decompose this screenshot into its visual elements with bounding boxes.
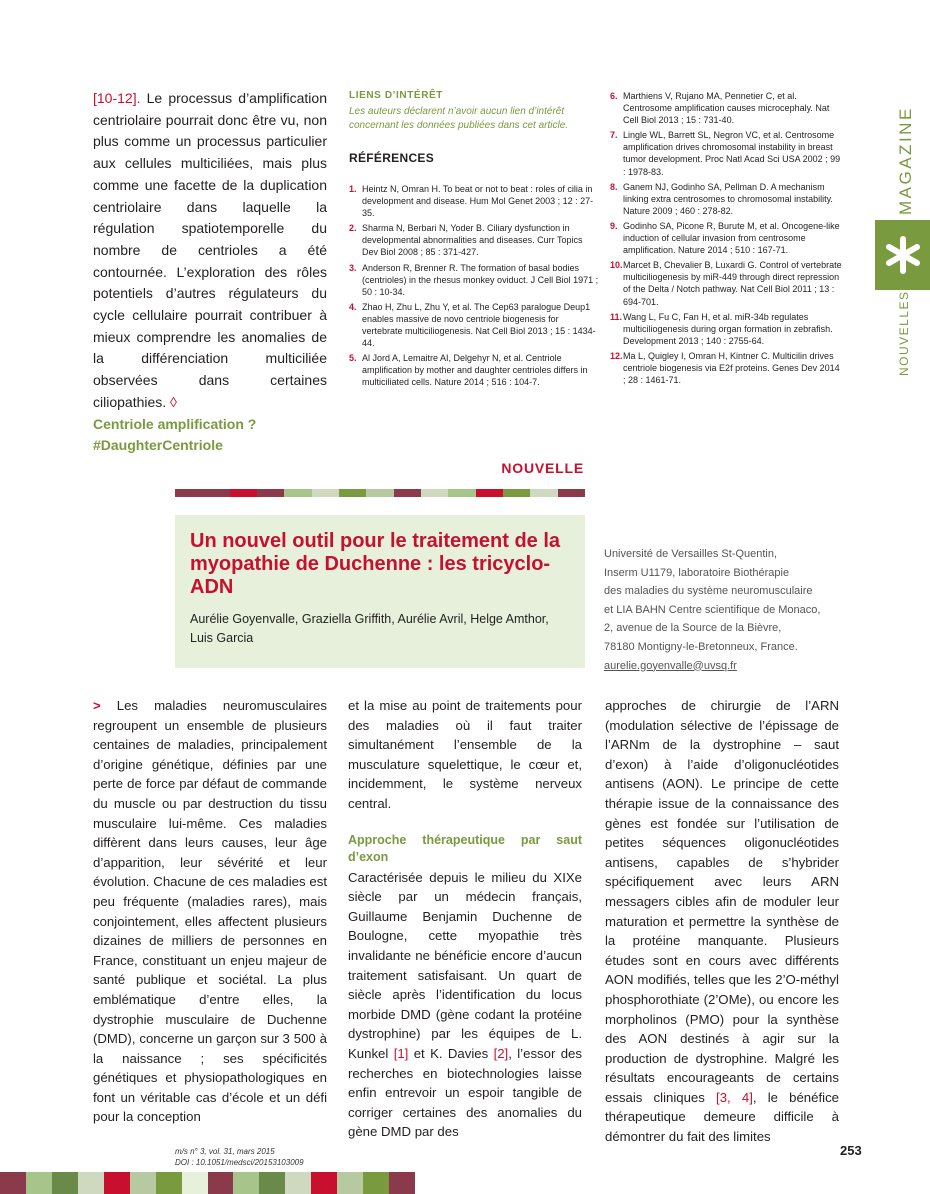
reference-text: Wang L, Fu C, Fan H, et al. miR-34b regulates multiciliogenesis during organ formation in zebrafish. Development 2013 ; 140 : 2755-64. bbox=[623, 311, 833, 346]
stripe-segment bbox=[230, 489, 257, 497]
reference-number: 2. bbox=[349, 223, 357, 234]
stripe-segment bbox=[202, 489, 229, 497]
stripe-segment bbox=[208, 1172, 234, 1194]
reference-text: Anderson R, Brenner R. The formation of basal bodies (centrioles) in the rhesus monkey oviduct. J Cell Biol 1971 ; 50 : 10-34. bbox=[362, 262, 599, 297]
stripe-segment bbox=[182, 1172, 208, 1194]
stripe-segment bbox=[389, 1172, 415, 1194]
stripe-segment bbox=[284, 489, 311, 497]
stripe-segment bbox=[104, 1172, 130, 1194]
reference-text: Godinho SA, Picone R, Burute M, et al. Oncogene-like induction of cellular invasion from centrosome amplification. Nature 2014 ; 510 : 167-71. bbox=[623, 220, 840, 256]
stripe-segment bbox=[285, 1172, 311, 1194]
stripe-segment bbox=[257, 489, 284, 497]
body-text: Les maladies neuromusculaires regroupent un ensemble de plusieurs centaines de maladies, principalement d’origine génétique, définies par une perte de force par défaut de commande du muscle ou par destruction du tissu musculaire lui-même. Ces maladies diffèrent dans leurs causes, leur âge d’apparition, leur sévérité et leur évolution. Chacune de ces maladies est peu fréquente (maladies rares), mais conjointement, elles affectent plusieurs dizaines de milliers de personnes en France, constituant un enjeu majeur de santé publique et sociétal. La plus emblématique d’entre elles, la dystrophie musculaire de Duchenne (DMD), concerne un garçon sur 3 500 à la naissance ; ses spécificités génétiques et physiopathologiques en font un véritable cas d’école et un défi pour la conception bbox=[93, 698, 327, 1125]
affiliation-line: 2, avenue de la Source de la Bièvre, bbox=[604, 622, 782, 635]
decorative-stripe bbox=[175, 489, 585, 497]
affiliation-line: 78180 Montigny-le-Bretonneux, France. bbox=[604, 640, 798, 653]
reference-item bbox=[349, 301, 599, 349]
stripe-segment bbox=[26, 1172, 52, 1194]
reference-number: 6. bbox=[610, 91, 618, 101]
body-text: Caractérisée depuis le milieu du XIXe siècle par un médecin français, Guillaume Benjamin Duchenne de Boulogne, cette myopathie très invalidante ne bénéficie encore d’aucun traitement satisfaisant. Un quart de siècle après l’identification du locus morbide DMD (gène codant la protéine dystrophine) par les équipes de L. Kunkel bbox=[348, 869, 582, 1061]
bottom-decorative-stripe bbox=[0, 1172, 415, 1194]
reference-number: 5. bbox=[349, 353, 357, 364]
body-column-3 bbox=[605, 696, 839, 1147]
body-column-1 bbox=[93, 696, 327, 1127]
reference-text: Marcet B, Chevalier B, Luxardi G. Control of vertebrate multiciliogenesis by miR-449 through direct repression of the Delta / Notch pathway. Nat Cell Biol 2011 ; 13 : 694-701. bbox=[623, 260, 842, 307]
stripe-segment bbox=[366, 489, 393, 497]
stripe-segment bbox=[530, 489, 557, 497]
reference-number: 3. bbox=[349, 262, 357, 273]
stripe-segment bbox=[259, 1172, 285, 1194]
reference-text: Al Jord A, Lemaitre AI, Delgehyr N, et al. Centriole amplification by mother and daughter centrioles differs in multiciliated cells. Nature 2014 ; 516 : 104-7. bbox=[362, 353, 588, 388]
reference-item bbox=[610, 311, 842, 347]
hashtag: #DaughterCentriole bbox=[93, 437, 223, 454]
stripe-segment bbox=[233, 1172, 259, 1194]
doi-link[interactable]: DOI : 10.1051/medsci/20153103009 bbox=[175, 1158, 304, 1167]
intro-paragraph bbox=[93, 88, 327, 457]
reference-text: Marthiens V, Rujano MA, Pennetier C, et al. Centrosome amplification causes microcephaly. Nat Cell Biol 2013 ; 15 : 731-40. bbox=[623, 91, 830, 126]
reference-item bbox=[349, 352, 599, 388]
references-block-right bbox=[610, 90, 842, 389]
reference-number: 10. bbox=[610, 260, 623, 271]
reference-text: Ganem NJ, Godinho SA, Pellman D. A mechanism linking extra centrosomes to chromosomal instability. Nature 2009 ; 460 : 278-82. bbox=[623, 181, 833, 216]
stripe-segment bbox=[476, 489, 503, 497]
section-subheading: Approche thérapeutique par saut d’exon bbox=[348, 832, 582, 864]
reference-text: Lingle WL, Barrett SL, Negron VC, et al. Centrosome amplification drives chromosomal instability in breast tumor development. Proc Natl Acad Sci USA 2002 ; 99 : 1978-83. bbox=[623, 130, 841, 177]
reference-number: 7. bbox=[610, 130, 618, 141]
stripe-segment bbox=[312, 489, 339, 497]
section-badge bbox=[875, 220, 930, 290]
article-authors: Aurélie Goyenvalle, Graziella Griffith, Aurélie Avril, Helge Amthor, Luis Garcia bbox=[190, 612, 549, 645]
reference-number: 1. bbox=[349, 184, 357, 194]
reference-item bbox=[610, 129, 842, 177]
intro-text: Le processus d’amplification centriolaire pourrait donc être vu, non plus comme un processus particulier aux cellules multiciliées, mais plus comme une facette de la duplication centriolaire dans laquelle la régulation spatiotemporelle du nombre de centrioles a été contournée. L’exploration des rôles potentiels d’autres régulateurs du cycle cellulaire pourrait contribuer à mieux comprendre les anomalies de la différenciation multiciliée observées dans certaines ciliopathies. bbox=[93, 90, 327, 410]
stripe-segment bbox=[0, 1172, 26, 1194]
footer-citation bbox=[175, 1146, 304, 1168]
reference-number: 12. bbox=[610, 350, 623, 361]
body-column-2 bbox=[348, 696, 582, 1142]
body-text: et la mise au point de traitements pour des maladies où il faut traiter simultanément l’ensemble de la musculature squelettique, le cœur et, incidemment, le système nerveux central. bbox=[348, 698, 582, 811]
reference-number: 11. bbox=[610, 311, 623, 322]
stripe-segment bbox=[337, 1172, 363, 1194]
stripe-segment bbox=[175, 489, 202, 497]
journal-info: m/s n° 3, vol. 31, mars 2015 bbox=[175, 1147, 275, 1156]
affiliation bbox=[604, 545, 854, 675]
reference-item bbox=[610, 259, 842, 307]
reference-item bbox=[349, 183, 599, 219]
references-block-left bbox=[349, 90, 599, 392]
citation-link[interactable]: [10-12]. bbox=[93, 90, 141, 106]
reference-item bbox=[610, 181, 842, 217]
reference-item bbox=[610, 350, 842, 386]
stripe-segment bbox=[130, 1172, 156, 1194]
reference-number: 8. bbox=[610, 181, 618, 192]
end-mark: ◊ bbox=[170, 393, 177, 410]
keyword-tag: Centriole amplification ? bbox=[93, 415, 257, 432]
stripe-segment bbox=[394, 489, 421, 497]
body-text: approches de chirurgie de l’ARN (modulation sélective de l’épissage de l’ARNm de la dystrophine – saut d’exon) à l’aide d’oligonucléotides antisens (AON). Le principe de cette thérapie issue de la connaissance des gènes est fondée sur l’utilisation de petites séquences oligonucléotides antisens, capables de s’hybrider spécifiquement avec leurs ARN messagers cibles afin de moduler leur maturation et permettre la synthèse de la protéine manquante. Plusieurs études sont en cours avec différents AON modifiés, telles que les 2’O-méthyl phosphorothiate (2’OMe), ou encore les morpholinos (PMO) pour la synthèse des AON destinés à agir sur la production de dystrophine. Malgré les résultats encourageants de certains essais cliniques bbox=[605, 698, 839, 1105]
affiliation-line: Université de Versailles St-Quentin, bbox=[604, 548, 778, 560]
reference-number: 4. bbox=[349, 301, 357, 312]
citation-link[interactable]: [3, 4] bbox=[716, 1089, 753, 1105]
stripe-segment bbox=[421, 489, 448, 497]
nouvelles-label: NOUVELLES bbox=[897, 290, 911, 376]
reference-number: 9. bbox=[610, 220, 618, 231]
page-number: 253 bbox=[840, 1143, 862, 1158]
affiliation-line: Inserm U1179, laboratoire Biothérapie bbox=[604, 566, 790, 579]
email-link[interactable]: aurelie.goyenvalle@uvsq.fr bbox=[604, 659, 737, 672]
reference-item bbox=[610, 90, 842, 126]
stripe-segment bbox=[558, 489, 585, 497]
reference-text: Zhao H, Zhu L, Zhu Y, et al. The Cep63 paralogue Deup1 enables massive de novo centriole biogenesis for vertebrate multiciliogenesis. Nat Cell Biol 2013 ; 15 : 1434-44. bbox=[362, 301, 596, 349]
stripe-segment bbox=[363, 1172, 389, 1194]
article-title: Un nouvel outil pour le traitement de la myopathie de Duchenne : les tricyclo-ADN bbox=[190, 530, 561, 598]
section-label: NOUVELLE bbox=[501, 460, 584, 476]
reference-text: Ma L, Quigley I, Omran H, Kintner C. Multicilin drives centriole biogenesis via E2f proteins. Genes Dev 2014 ; 28 : 1461-71. bbox=[623, 350, 840, 386]
body-text: , le bénéfice thérapeutique demeure difficile à démontrer du fait des limites bbox=[605, 1089, 839, 1145]
stripe-segment bbox=[156, 1172, 182, 1194]
stripe-segment bbox=[448, 489, 475, 497]
asterisk-icon bbox=[883, 235, 923, 275]
body-text: et K. Davies bbox=[408, 1045, 489, 1061]
reference-text: Sharma N, Berbari N, Yoder B. Ciliary dysfunction in developmental abnormalities and diseases. Curr Topics Dev Biol 2008 ; 85 : 371-427. bbox=[362, 223, 583, 258]
arrow-icon: > bbox=[93, 698, 101, 713]
stripe-segment bbox=[339, 489, 366, 497]
citation-link[interactable]: [2] bbox=[493, 1045, 509, 1061]
magazine-label: MAGAZINE bbox=[896, 106, 915, 215]
reference-item bbox=[349, 222, 599, 258]
reference-item bbox=[610, 220, 842, 256]
affiliation-line: des maladies du système neuromusculaire bbox=[604, 585, 813, 598]
body-text: , l’essor des recherches en biotechnologies laisse enfin entrevoir un espoir tangible de corriger certaines des anomalies du gène DMD par des bbox=[348, 1045, 582, 1140]
references-list bbox=[349, 183, 599, 389]
affiliation-line: et LIA BAHN Centre scientifique de Monaco, bbox=[604, 603, 821, 616]
side-label-nouvelles bbox=[895, 290, 917, 380]
stripe-segment bbox=[52, 1172, 78, 1194]
citation-link[interactable]: [1] bbox=[393, 1045, 409, 1061]
side-label-magazine bbox=[893, 95, 919, 215]
interests-note: Les auteurs déclarent n’avoir aucun lien d’intérêt concernant les données publiées dans cet article. bbox=[349, 106, 569, 131]
reference-text: Heintz N, Omran H. To beat or not to beat : roles of cilia in development and disease. Hum Mol Genet 2003 ; 12 : 27-35. bbox=[362, 184, 594, 219]
stripe-segment bbox=[503, 489, 530, 497]
stripe-segment bbox=[311, 1172, 337, 1194]
interests-heading: LIENS D’INTÉRÊT bbox=[349, 90, 444, 101]
reference-item bbox=[349, 262, 599, 298]
references-heading: RÉFÉRENCES bbox=[349, 151, 435, 165]
references-list bbox=[610, 90, 842, 386]
stripe-segment bbox=[78, 1172, 104, 1194]
